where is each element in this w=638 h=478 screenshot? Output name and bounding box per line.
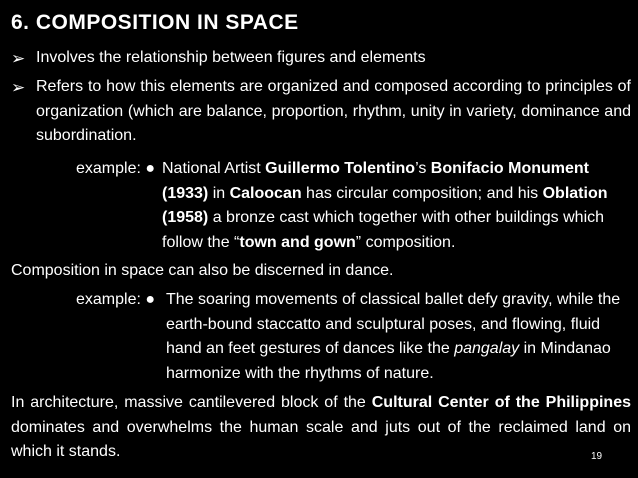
architecture-run-0: In architecture, massive cantilevered block of the: [11, 394, 372, 411]
example1-run-10: ” composition.: [355, 233, 456, 251]
example-2-text-before: The soaring movements of classical ballet defy gravity, while the earth-bound staccatto and sculptural poses, and flowing, fluid hand an feet gestures of dances like the: [166, 291, 621, 357]
dance-sentence: Composition in space can also be discerned in dance.: [11, 262, 394, 279]
example-2-text-after: in Mindanao harmonize with the rhythms of nature.: [166, 340, 611, 382]
example-2-italic-term: pangalay: [454, 340, 520, 357]
slide-title: 6. COMPOSITION IN SPACE: [11, 11, 299, 34]
example1-run-8: a bronze cast which together with other buildings which follow the “: [162, 209, 605, 251]
example1-run-0: National Artist: [162, 160, 266, 177]
arrow-bullet-icon: ➢: [11, 49, 26, 68]
example-2-text: [166, 288, 626, 386]
example1-run-9: town and gown: [239, 233, 356, 251]
bullet-item-1: Involves the relationship between figures and elements: [36, 49, 426, 66]
architecture-paragraph: [11, 391, 631, 465]
example1-run-5: Caloocan: [229, 184, 302, 202]
example1-run-1: Guillermo Tolentino: [265, 160, 416, 177]
page-number: 19: [591, 451, 603, 462]
example-label-1: example: ●: [76, 160, 156, 177]
arrow-bullet-icon: ➢: [11, 78, 26, 97]
example-label-2: example: ●: [76, 291, 156, 308]
example1-run-3: Bonifacio Monument (1933): [162, 160, 590, 202]
example-1-text: [162, 157, 632, 255]
example1-run-4: in: [208, 184, 230, 202]
example1-run-6: has circular composition; and his: [301, 184, 543, 202]
example1-run-7: Oblation (1958): [162, 184, 608, 226]
architecture-run-2: dominates and overwhelms the human scale and juts out of the reclaimed land on which it stands.: [11, 418, 631, 460]
bullet-item-2: Refers to how this elements are organized and composed according to principles of organization (which are balance, proportion, rhythm, unity in variety, dominance and subordination.: [36, 78, 631, 144]
architecture-run-1: Cultural Center of the Philippines: [371, 394, 631, 411]
example1-run-2: ’s: [415, 160, 431, 177]
